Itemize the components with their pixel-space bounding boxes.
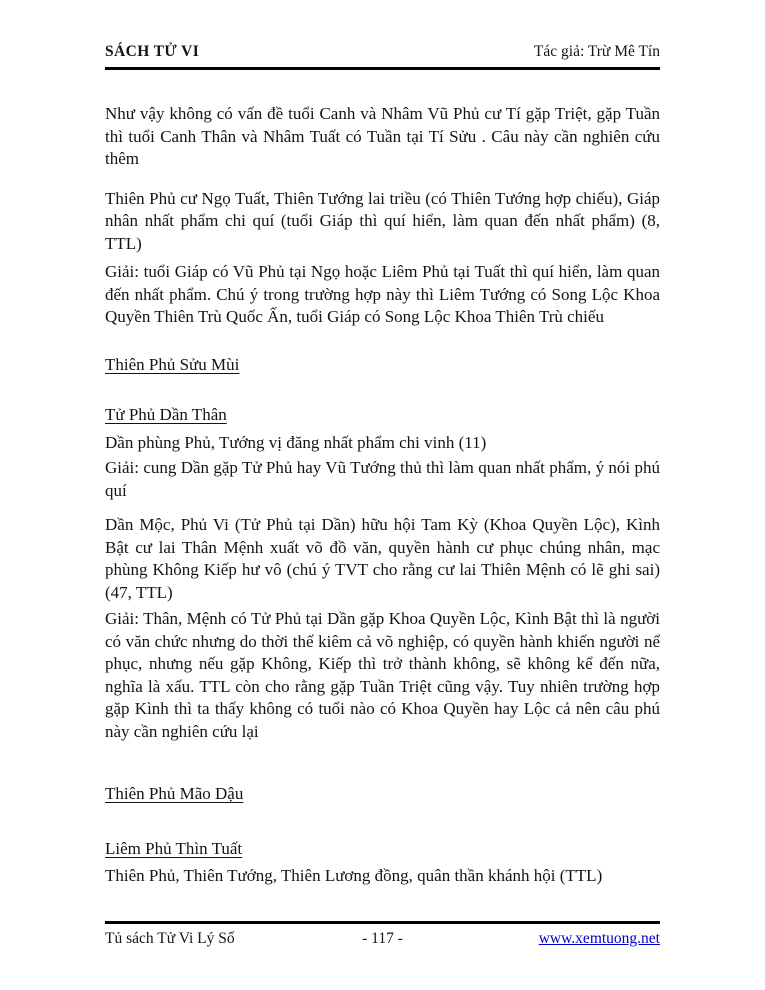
series-title: Tủ sách Tử Vi Lý Số [105,930,235,947]
paragraph-explanation: Giải: cung Dần gặp Tử Phủ hay Vũ Tướng thủ thì làm quan nhất phẩm, ý nói phú quí [105,458,660,500]
author-credit: Tác giả: Trừ Mê Tín [533,43,660,60]
book-title: SÁCH TỬ VI [105,43,200,60]
paragraph-explanation: Giải: Thân, Mệnh có Tử Phủ tại Dần gặp Khoa Quyền Lộc, Kình Bật thì là người có văn chức nhưng do thời thế kiêm cả võ nghiệp, có quyền hành khiến người nể phục, nhưng nếu gặp Không, Kiếp thì trở thành không, sẽ không kể đến nữa, nghĩa là xấu. TTL còn cho rằng gặp Tuần Triệt cũng vậy. Tuy nhiên trường hợp gặp Kình thì ta thấy không có tuổi nào có Khoa Quyền hay Lộc cả nên câu phú này cần nghiên cứu lại [105,609,660,741]
website-link[interactable]: www.xemtuong.net [538,930,660,947]
page-body [105,103,660,888]
paragraph-intro: Như vậy không có vấn đề tuổi Canh và Nhâm Vũ Phủ cư Tí gặp Triệt, gặp Tuần thì tuổi Canh Thân và Nhâm Tuất có Tuần tại Tí Sửu . Câu này cần nghiên cứu thêm [105,104,660,168]
page-number: - 117 - [362,930,403,947]
paragraph-verse: Thiên Phủ cư Ngọ Tuất, Thiên Tướng lai triều (có Thiên Tướng hợp chiếu), Giáp nhân nhất phẩm chi quí (tuổi Giáp thì quí hiển, làm quan đến nhất phẩm) (8, TTL) [105,188,660,253]
paragraph-explanation: Giải: tuổi Giáp có Vũ Phủ tại Ngọ hoặc Liêm Phủ tại Tuất thì quí hiển, làm quan đến nhất phẩm. Chú ý trong trường hợp này thì Liêm Tướng có Song Lộc Khoa Quyền Thiên Trù Quốc Ấn, tuổi Giáp có Song Lộc Khoa Thiên Trù chiếu [105,262,660,326]
section-heading: Thiên Phủ Mão Dậu [105,784,244,803]
section-heading: Liêm Phủ Thìn Tuất [105,838,243,858]
section-heading: Tử Phủ Dần Thân [105,405,227,424]
paragraph-verse: Dần phùng Phủ, Tướng vị đăng nhất phẩm chi vinh (11) [105,432,487,452]
paragraph-verse: Dần Mộc, Phủ Vi (Tử Phủ tại Dần) hữu hội Tam Kỳ (Khoa Quyền Lộc), Kình Bật cư lai Thân Mệnh xuất võ đồ văn, quyền hành cư phục chúng nhân, mạc phùng Không Kiếp hư vô (chú ý TVT cho rằng cư lai Thiên Mệnh có lẽ ghi sai) (47, TTL) [105,515,660,602]
page-footer [105,921,660,948]
section-heading: Thiên Phủ Sửu Mùi [105,354,240,374]
page-header [105,42,660,70]
paragraph-verse: Thiên Phủ, Thiên Tướng, Thiên Lương đồng, quân thần khánh hội (TTL) [105,866,603,885]
